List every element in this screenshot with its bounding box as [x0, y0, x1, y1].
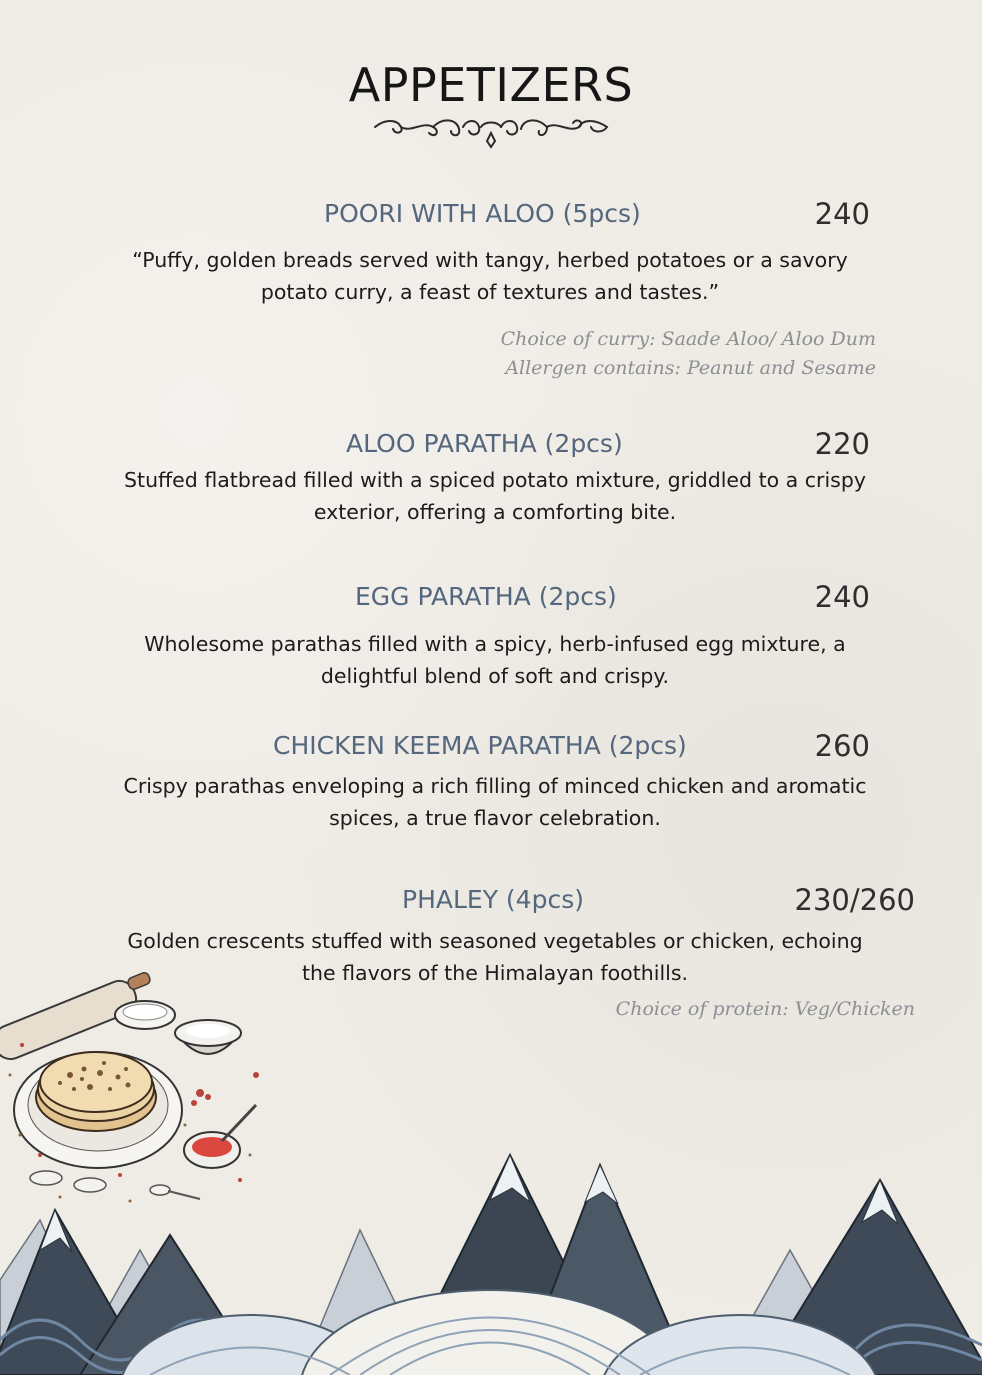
item-price-aloo-paratha: 220: [814, 427, 870, 461]
item-description-egg-paratha: [90, 628, 900, 692]
note-protein-choice: Choice of protein: Veg/Chicken: [615, 998, 915, 1020]
description-line: the flavors of the Himalayan foothills.: [301, 961, 689, 985]
bowl-icon: [115, 1001, 175, 1029]
item-name-aloo-paratha: ALOO PARATHA (2pcs): [346, 429, 623, 458]
item-description-aloo-paratha: [80, 464, 910, 528]
ornamental-flourish-icon: [371, 115, 611, 151]
description-line: “Puffy, golden breads served with tangy, herbed potatoes or a savory: [132, 248, 848, 272]
item-notes-phaley: [520, 995, 915, 1024]
item-name-poori: POORI WITH ALOO (5pcs): [324, 199, 641, 228]
item-description-poori: [90, 244, 890, 308]
description-line: Wholesome parathas filled with a spicy, herb-infused egg mixture, a: [144, 632, 846, 656]
himalayan-mountains-illustration: [0, 1140, 982, 1375]
page-title: APPETIZERS: [348, 58, 634, 112]
description-line: potato curry, a feast of textures and tastes.”: [260, 280, 720, 304]
description-line: delightful blend of soft and crispy.: [320, 664, 670, 688]
description-line: Crispy parathas enveloping a rich filling of minced chicken and aromatic: [123, 774, 867, 798]
item-price-egg-paratha: 240: [814, 580, 870, 614]
item-name-egg-paratha: EGG PARATHA (2pcs): [355, 582, 617, 611]
item-description-chicken-keema-paratha: [80, 770, 910, 834]
description-line: Golden crescents stuffed with seasoned vegetables or chicken, echoing: [127, 929, 863, 953]
item-price-phaley: 230/260: [794, 883, 915, 917]
description-line: Stuffed flatbread filled with a spiced potato mixture, griddled to a crispy: [124, 468, 866, 492]
description-line: spices, a true flavor celebration.: [329, 806, 661, 830]
note-allergen: Allergen contains: Peanut and Sesame: [505, 357, 876, 379]
item-price-chicken-keema-paratha: 260: [814, 729, 870, 763]
item-price-poori: 240: [814, 197, 870, 231]
item-name-phaley: PHALEY (4pcs): [402, 885, 584, 914]
description-line: exterior, offering a comforting bite.: [313, 500, 677, 524]
item-name-chicken-keema-paratha: CHICKEN KEEMA PARATHA (2pcs): [273, 731, 687, 760]
note-curry-choice: Choice of curry: Saade Aloo/ Aloo Dum: [500, 328, 876, 350]
bowl-icon: [175, 1020, 241, 1054]
item-notes-poori: [440, 325, 876, 383]
